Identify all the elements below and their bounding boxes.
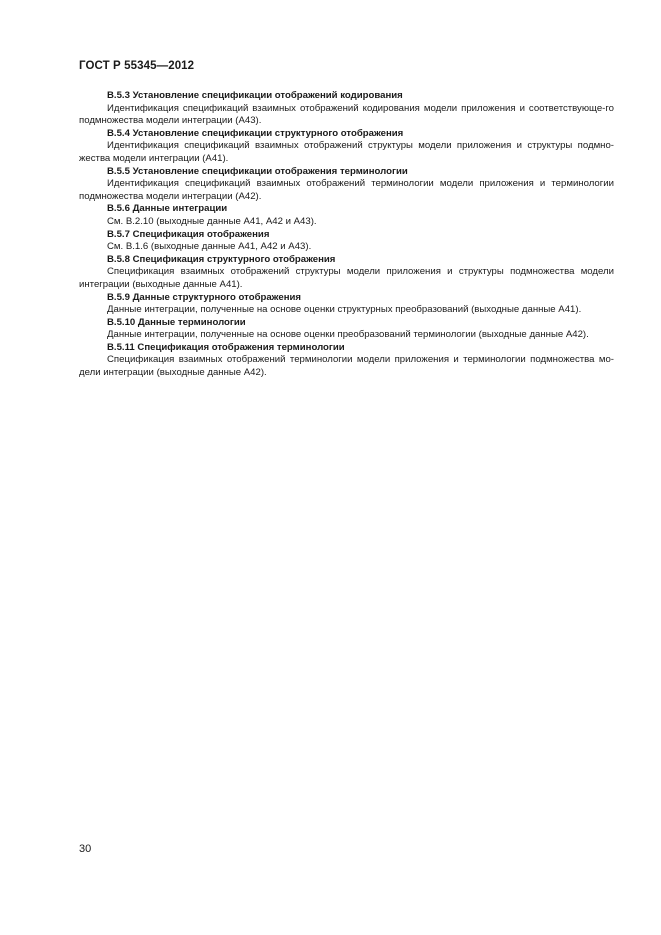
section-heading-b511: В.5.11 Спецификация отображения терминологии: [107, 341, 345, 353]
section-heading-b59: В.5.9 Данные структурного отображения: [107, 291, 301, 303]
section-heading-b56: В.5.6 Данные интеграции: [107, 203, 228, 215]
section-body-b53: Идентификация спецификаций взаимных отображений кодирования модели приложения и соответствующе-го подмножества модели интеграции (А43).: [79, 102, 614, 127]
document-header: ГОСТ Р 55345—2012: [79, 60, 195, 72]
section-heading-b510: В.5.10 Данные терминологии: [107, 316, 246, 328]
section-heading-b53: В.5.3 Установление спецификации отображений кодирования: [107, 90, 403, 101]
section-body-b58: Спецификация взаимных отображений структуры модели приложения и структуры подмножества модели интеграции (выходные данные А41).: [79, 266, 614, 290]
section-heading-b58: В.5.8 Спецификация структурного отображения: [107, 253, 336, 265]
document-body: [79, 90, 614, 380]
section-body-b510: Данные интеграции, полученные на основе оценки преобразований терминологии (выходные данные А42).: [107, 329, 589, 341]
section-heading-b57: В.5.7 Спецификация отображения: [107, 228, 270, 240]
section-body-b55: Идентификация спецификаций взаимных отображений терминологии модели приложения и терминологии подмножества модели интеграции (А42).: [79, 178, 614, 202]
section-body-b57: См. В.1.6 (выходные данные А41, А42 и А43).: [107, 241, 312, 253]
page-number: 30: [79, 843, 92, 855]
section-body-b54: Идентификация спецификаций взаимных отображений структуры модели приложения и структуры подмно-жества модели интеграции (А41).: [79, 140, 614, 164]
section-heading-b55: В.5.5 Установление спецификации отображения терминологии: [107, 165, 408, 177]
section-body-b59: Данные интеграции, полученные на основе оценки структурных преобразований (выходные данные А41).: [107, 304, 582, 316]
section-heading-b54: В.5.4 Установление спецификации структурного отображения: [107, 127, 404, 139]
section-body-b56: См. В.2.10 (выходные данные А41, А42 и А43).: [107, 215, 317, 227]
section-body-b511: Спецификация взаимных отображений терминологии модели приложения и терминологии подмножества мо-дели интеграции (выходные данные А42).: [79, 354, 614, 379]
